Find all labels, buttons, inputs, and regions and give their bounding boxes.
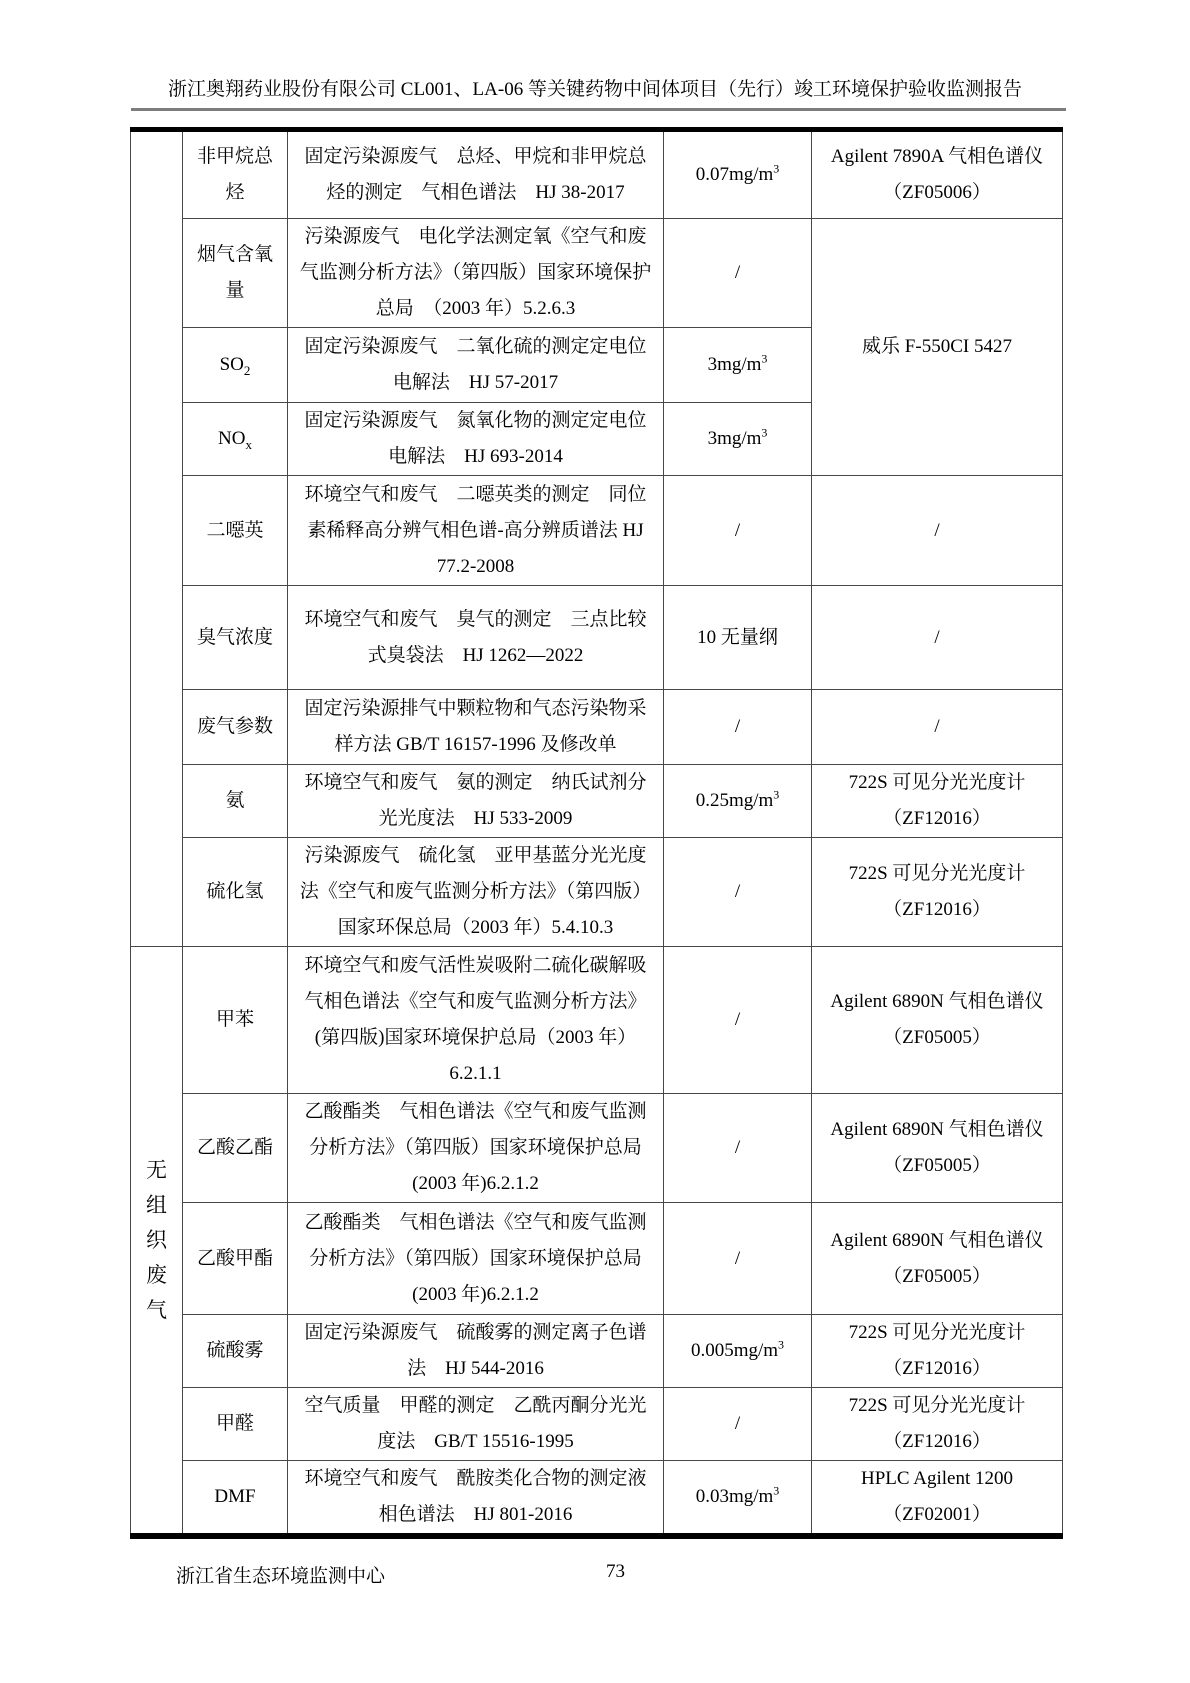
report-header-title: 浙江奥翔药业股份有限公司 CL001、LA-06 等关键药物中间体项目（先行）竣工环境保护验收监测报告 — [168, 79, 1022, 100]
limit-value: 3mg/m — [707, 354, 762, 375]
limit-value: / — [734, 262, 741, 283]
limit-superscript: 3 — [778, 1337, 785, 1352]
method-cell: 空气质量 甲醛的测定 乙酰丙酮分光光度法 GB/T 15516-1995 — [288, 1388, 664, 1461]
instrument-cell: Agilent 7890A 气相色谱仪（ZF05006） — [812, 130, 1063, 219]
param-cell — [183, 690, 288, 765]
param-name: 甲苯 — [215, 1009, 254, 1030]
method-cell: 固定污染源废气 总烃、甲烷和非甲烷总烃的测定 气相色谱法 HJ 38-2017 — [288, 130, 664, 219]
limit-cell — [664, 690, 812, 765]
instrument-cell: 威乐 F-550CI 5427 — [812, 219, 1063, 476]
limit-cell — [664, 1315, 812, 1388]
param-cell — [183, 586, 288, 690]
param-cell — [183, 130, 288, 219]
param-cell — [183, 403, 288, 476]
category-char: 织 — [146, 1227, 167, 1252]
limit-cell — [664, 219, 812, 328]
table-row — [131, 586, 1063, 690]
limit-superscript: 3 — [773, 1483, 780, 1498]
limit-value: / — [734, 881, 741, 902]
param-cell — [183, 1315, 288, 1388]
param-cell — [183, 947, 288, 1094]
method-cell: 环境空气和废气 氨的测定 纳氏试剂分光光度法 HJ 533-2009 — [288, 765, 664, 838]
limit-superscript: 3 — [761, 425, 768, 440]
limit-cell — [664, 1203, 812, 1315]
limit-cell — [664, 1388, 812, 1461]
param-name: SO — [219, 354, 244, 375]
method-cell: 固定污染源废气 氮氧化物的测定定电位电解法 HJ 693-2014 — [288, 403, 664, 476]
limit-value: 0.07mg/m — [695, 164, 774, 185]
instrument-cell: 722S 可见分光光度计（ZF12016） — [812, 1315, 1063, 1388]
limit-value: / — [734, 1247, 741, 1269]
table-row — [131, 476, 1063, 586]
table-row — [131, 947, 1063, 1094]
method-cell: 乙酸酯类 气相色谱法《空气和废气监测分析方法》（第四版）国家环境保护总局 (2003 年)6.2.1.2 — [288, 1203, 664, 1315]
monitoring-methods-table — [130, 127, 1063, 1539]
limit-value: / — [734, 1413, 741, 1434]
limit-value: / — [734, 1009, 741, 1030]
param-name: 烟气含氧量 — [196, 244, 273, 301]
method-cell: 固定污染源废气 硫酸雾的测定离子色谱法 HJ 544-2016 — [288, 1315, 664, 1388]
param-name: NO — [218, 428, 246, 449]
param-name: 硫酸雾 — [206, 1340, 264, 1361]
table-row — [131, 1203, 1063, 1315]
param-cell — [183, 476, 288, 586]
method-cell: 污染源废气 电化学法测定氧《空气和废气监测分析方法》（第四版）国家环境保护总局 （2003 年）5.2.6.3 — [288, 219, 664, 328]
table-row — [131, 130, 1063, 219]
param-name: 乙酸乙酯 — [196, 1137, 273, 1158]
instrument-cell: / — [812, 586, 1063, 690]
method-cell: 环境空气和废气 二噁英类的测定 同位素稀释高分辨气相色谱-高分辨质谱法 HJ 77.2-2008 — [288, 476, 664, 586]
method-cell: 固定污染源排气中颗粒物和气态污染物采样方法 GB/T 16157-1996 及修改单 — [288, 690, 664, 765]
table-row — [131, 1315, 1063, 1388]
limit-value: 0.005mg/m — [690, 1340, 779, 1361]
monitoring-table-body — [131, 130, 1063, 1537]
instrument-cell: 722S 可见分光光度计（ZF12016） — [812, 1388, 1063, 1461]
method-cell: 乙酸酯类 气相色谱法《空气和废气监测分析方法》（第四版）国家环境保护总局(2003 年)6.2.1.2 — [288, 1094, 664, 1203]
category-char: 组 — [146, 1192, 167, 1217]
table-row — [131, 838, 1063, 947]
table-row — [131, 1094, 1063, 1203]
instrument-cell: 722S 可见分光光度计（ZF12016） — [812, 838, 1063, 947]
limit-superscript: 3 — [773, 787, 780, 802]
param-cell — [183, 838, 288, 947]
limit-superscript: 3 — [773, 161, 780, 176]
instrument-cell: Agilent 6890N 气相色谱仪（ZF05005） — [812, 947, 1063, 1094]
instrument-cell: HPLC Agilent 1200（ZF02001） — [812, 1461, 1063, 1537]
table-row — [131, 690, 1063, 765]
method-cell: 污染源废气 硫化氢 亚甲基蓝分光光度法《空气和废气监测分析方法》（第四版）国家环保总局（2003 年）5.4.10.3 — [288, 838, 664, 947]
method-cell: 环境空气和废气 酰胺类化合物的测定液相色谱法 HJ 801-2016 — [288, 1461, 664, 1537]
limit-cell — [664, 586, 812, 690]
param-name: 氨 — [225, 790, 245, 811]
limit-value: 3mg/m — [707, 428, 762, 449]
param-name: 二噁英 — [206, 519, 264, 541]
header-rule — [131, 108, 1066, 111]
param-name: 臭气浓度 — [196, 626, 273, 648]
category-char: 废 — [146, 1262, 167, 1287]
param-cell — [183, 328, 288, 403]
limit-value: 10 无量纲 — [697, 626, 778, 648]
param-subscript: 2 — [243, 362, 251, 378]
limit-cell — [664, 838, 812, 947]
limit-value: / — [734, 519, 741, 541]
instrument-cell: Agilent 6890N 气相色谱仪（ZF05005） — [812, 1094, 1063, 1203]
limit-cell — [664, 1094, 812, 1203]
param-cell — [183, 1461, 288, 1537]
limit-cell — [664, 403, 812, 476]
limit-value: / — [734, 1137, 741, 1158]
instrument-cell: 722S 可见分光光度计（ZF12016） — [812, 765, 1063, 838]
param-name: 硫化氢 — [206, 881, 264, 902]
method-cell: 环境空气和废气活性炭吸附二硫化碳解吸气相色谱法《空气和废气监测分析方法》 (第四版)国家环境保护总局（2003 年）6.2.1.1 — [288, 947, 664, 1094]
param-cell — [183, 219, 288, 328]
category-cell — [131, 130, 183, 947]
limit-value: 0.25mg/m — [695, 790, 774, 811]
category-cell — [131, 947, 183, 1537]
param-cell — [183, 1203, 288, 1315]
limit-cell — [664, 328, 812, 403]
method-cell: 固定污染源废气 二氧化硫的测定定电位电解法 HJ 57-2017 — [288, 328, 664, 403]
instrument-cell: / — [812, 690, 1063, 765]
limit-cell — [664, 130, 812, 219]
footer-page-number: 73 — [606, 1561, 625, 1582]
param-cell — [183, 1094, 288, 1203]
param-name: 乙酸甲酯 — [196, 1247, 273, 1269]
limit-cell — [664, 476, 812, 586]
instrument-cell: Agilent 6890N 气相色谱仪（ZF05005） — [812, 1203, 1063, 1315]
instrument-cell: / — [812, 476, 1063, 586]
limit-cell — [664, 947, 812, 1094]
limit-value: / — [734, 716, 741, 737]
limit-cell — [664, 765, 812, 838]
footer-organization: 浙江省生态环境监测中心 — [176, 1566, 386, 1587]
param-name: 甲醛 — [215, 1413, 254, 1434]
limit-cell — [664, 1461, 812, 1537]
table-row — [131, 765, 1063, 838]
table-row — [131, 219, 1063, 328]
method-cell: 环境空气和废气 臭气的测定 三点比较式臭袋法 HJ 1262—2022 — [288, 586, 664, 690]
limit-superscript: 3 — [761, 351, 768, 366]
param-name: 非甲烷总烃 — [196, 146, 273, 203]
param-name: 废气参数 — [196, 716, 273, 737]
category-char: 无 — [146, 1157, 167, 1182]
limit-value: 0.03mg/m — [695, 1486, 774, 1507]
param-cell — [183, 765, 288, 838]
param-cell — [183, 1388, 288, 1461]
table-row — [131, 1388, 1063, 1461]
param-subscript: x — [245, 436, 252, 452]
category-char: 气 — [146, 1297, 167, 1322]
param-name: DMF — [214, 1486, 256, 1507]
table-row — [131, 1461, 1063, 1537]
